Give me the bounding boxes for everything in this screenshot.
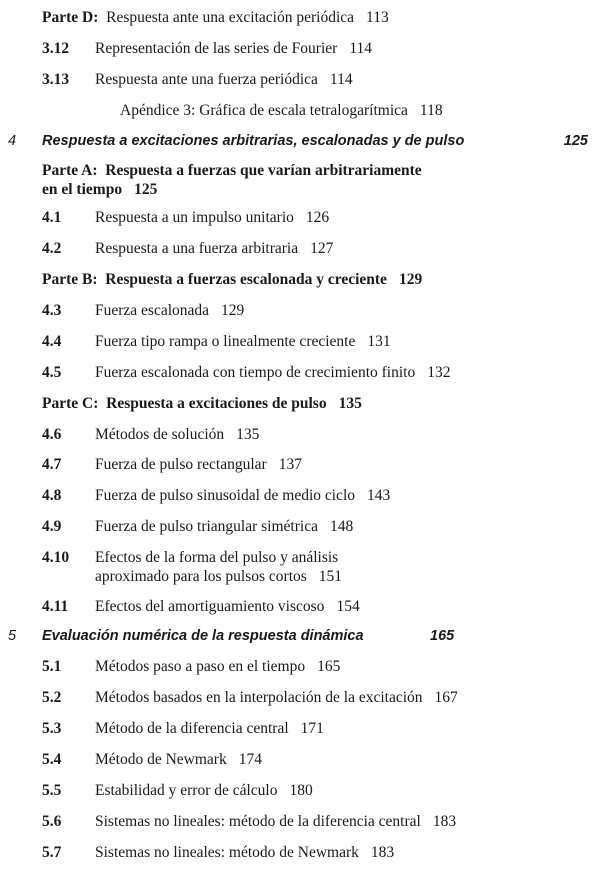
page-number: 183 (432, 813, 457, 830)
section-number: 4.8 (42, 487, 62, 504)
page-number: 165 (430, 628, 455, 644)
page-number: 132 (427, 364, 451, 381)
section-number: 5.2 (42, 689, 62, 706)
page-number: 167 (434, 689, 458, 706)
section-title: Efectos del amortiguamiento viscoso (95, 598, 325, 615)
page-number: 154 (336, 598, 360, 615)
page-number: 183 (370, 844, 395, 861)
section-title: Respuesta a una fuerza arbitraria (95, 240, 299, 257)
section-title: Representación de las series de Fourier (95, 40, 338, 57)
page-number: 129 (398, 271, 423, 288)
page-number: 125 (134, 181, 158, 198)
section-title: Estabilidad y error de cálculo (95, 782, 278, 799)
page-number: 171 (300, 720, 324, 737)
page-number: 114 (349, 40, 373, 57)
section-title: Respuesta a un impulso unitario (95, 209, 294, 226)
section-title-line2: aproximado para los pulsos cortos (95, 568, 307, 585)
section-title: Fuerza tipo rampa o linealmente creciente (95, 333, 356, 350)
section-title: Método de la diferencia central (95, 720, 289, 737)
section-title: Fuerza de pulso triangular simétrica (95, 518, 318, 535)
section-title: Método de Newmark (95, 751, 227, 768)
section-number: 5.4 (42, 751, 62, 768)
section-number: 4.1 (42, 209, 62, 226)
section-number: 4.10 (42, 549, 70, 566)
section-number: 5.3 (42, 720, 62, 737)
chapter-number: 4 (8, 133, 17, 149)
part-title-line2: en el tiempo (42, 181, 123, 198)
page-number: 114 (329, 71, 353, 88)
chapter-number: 5 (8, 628, 17, 644)
section-title: Apéndice 3: Gráfica de escala tetralogarítmica (120, 102, 408, 119)
part-title: Respuesta a excitaciones de pulso (106, 395, 327, 412)
page-number: 129 (221, 302, 245, 319)
part-label: Parte A: (42, 162, 98, 179)
section-title: Métodos basados en la interpolación de la excitación (95, 689, 423, 706)
section-title: Sistemas no lineales: método de Newmark (95, 844, 359, 861)
section-number: 4.5 (42, 364, 62, 381)
chapter-title: Evaluación numérica de la respuesta dinámica (42, 628, 364, 644)
page-number: 118 (419, 102, 443, 119)
page-number: 126 (305, 209, 330, 226)
page-number: 127 (310, 240, 334, 257)
section-title: Fuerza de pulso rectangular (95, 456, 267, 473)
section-number: 4.9 (42, 518, 62, 535)
page-number: 174 (238, 751, 262, 768)
section-number: 4.11 (42, 598, 69, 615)
section-number: 5.5 (42, 782, 62, 799)
page-number: 148 (329, 518, 354, 535)
section-number: 5.6 (42, 813, 62, 830)
section-number: 4.6 (42, 426, 62, 443)
part-label: Parte B: (42, 271, 98, 288)
section-title: Efectos de la forma del pulso y análisis (95, 549, 339, 566)
page-number: 125 (563, 133, 588, 149)
page-number: 151 (318, 568, 343, 585)
section-title: Fuerza escalonada con tiempo de crecimiento finito (95, 364, 416, 381)
section-title: Fuerza de pulso sinusoidal de medio ciclo (95, 487, 355, 504)
section-title: Métodos de solución (95, 426, 225, 443)
page-number: 165 (317, 658, 341, 675)
page-number: 180 (289, 782, 313, 799)
page-number: 135 (236, 426, 260, 443)
page-number: 113 (366, 9, 389, 26)
part-title: Respuesta a fuerzas que varían arbitrariamente (105, 162, 422, 179)
section-number: 5.1 (42, 658, 62, 675)
section-number: 4.3 (42, 302, 62, 319)
section-title: Métodos paso a paso en el tiempo (95, 658, 306, 675)
page-number: 135 (338, 395, 362, 412)
section-title: Sistemas no lineales: método de la diferencia central (95, 813, 421, 830)
section-number: 3.12 (42, 40, 70, 57)
page-number: 131 (367, 333, 391, 350)
section-title: Fuerza escalonada (95, 302, 210, 319)
section-number: 3.13 (42, 71, 70, 88)
part-title: Respuesta ante una excitación periódica (106, 9, 355, 26)
section-number: 5.7 (42, 844, 62, 861)
section-title: Respuesta ante una fuerza periódica (95, 71, 318, 88)
section-number: 4.7 (42, 456, 62, 473)
part-title: Respuesta a fuerzas escalonada y creciente (105, 271, 387, 288)
page-number: 143 (367, 487, 391, 504)
part-label: Parte C: (42, 395, 99, 412)
page-number: 137 (278, 456, 302, 473)
chapter-title: Respuesta a excitaciones arbitrarias, escalonadas y de pulso (42, 133, 465, 149)
section-number: 4.4 (42, 333, 62, 350)
section-number: 4.2 (42, 240, 62, 257)
part-label: Parte D: (42, 9, 99, 26)
